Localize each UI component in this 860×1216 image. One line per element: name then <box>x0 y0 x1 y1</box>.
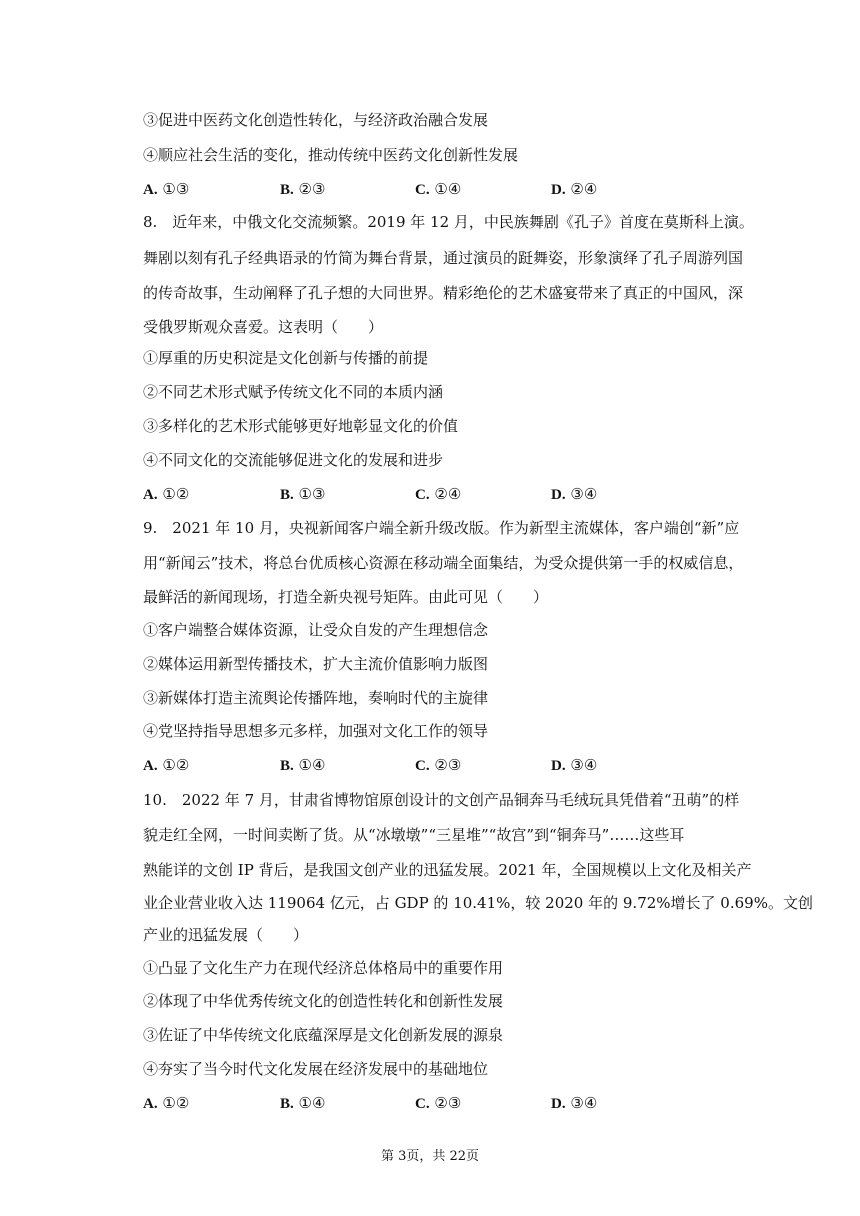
q8-stem-line-4: 受俄罗斯观众喜爱。这表明（ ） <box>143 318 384 336</box>
q7-option-a: A. ①③ <box>143 180 190 198</box>
q10-option-a: A. ①② <box>143 1094 190 1112</box>
q7-option-d: D. ②④ <box>551 180 598 198</box>
q10-option-c: C. ②③ <box>415 1094 462 1112</box>
q9-item-2: ②媒体运用新型传播技术，扩大主流价值影响力版图 <box>143 655 489 673</box>
q10-item-4: ④夯实了当今时代文化发展在经济发展中的基础地位 <box>143 1060 489 1078</box>
page-number-footer: 第 3页，共 22页 <box>380 1149 480 1164</box>
q10-stem-line-4: 业企业营业收入达 119064 亿元，占 GDP 的 10.41%，较 2020 年的 9.72%增长了 0.69%。文创 <box>143 894 813 912</box>
q8-stem-line-3: 的传奇故事，生动阐释了孔子想的大同世界。精彩绝伦的艺术盛宴带来了真正的中国风，深 <box>143 284 744 302</box>
q8-stem-line-1: 8. 近年来，中俄文化交流频繁。2019 年 12 月，中民族舞剧《孔子》首度在莫斯科上演。 <box>143 213 754 231</box>
q7-option-b: B. ②③ <box>280 180 326 198</box>
q9-option-a: A. ①② <box>143 756 190 774</box>
q9-item-3: ③新媒体打造主流舆论传播阵地，奏响时代的主旋律 <box>143 689 489 707</box>
q10-item-3: ③佐证了中华传统文化底蕴深厚是文化创新发展的源泉 <box>143 1026 504 1044</box>
q9-stem-line-1: 9. 2021 年 10 月，央视新闻客户端全新升级改版。作为新型主流媒体，客户端创“新”应 <box>143 519 740 537</box>
q7-item-4: ④顺应社会生活的变化，推动传统中医药文化创新性发展 <box>143 146 519 164</box>
q10-item-1: ①凸显了文化生产力在现代经济总体格局中的重要作用 <box>143 959 504 977</box>
q9-item-4: ④党坚持指导思想多元多样，加强对文化工作的领导 <box>143 722 489 740</box>
q10-options <box>143 1093 750 1113</box>
q10-option-b: B. ①④ <box>280 1094 326 1112</box>
q8-option-a: A. ①② <box>143 485 190 503</box>
q8-item-2: ②不同艺术形式赋予传统文化不同的本质内涵 <box>143 383 444 401</box>
q9-stem-line-2: 用“新闻云”技术，将总台优质核心资源在移动端全面集结，为受众提供第一手的权威信息， <box>143 554 744 572</box>
q9-option-b: B. ①④ <box>280 756 326 774</box>
q7-item-3: ③促进中医药文化创造性转化，与经济政治融合发展 <box>143 111 489 129</box>
q8-item-1: ①厚重的历史积淀是文化创新与传播的前提 <box>143 349 429 367</box>
q10-item-2: ②体现了中华优秀传统文化的创造性转化和创新性发展 <box>143 992 504 1010</box>
q8-stem-line-2: 舞剧以刻有孔子经典语录的竹简为舞台背景，通过演员的跹舞姿，形象演绎了孔子周游列国 <box>143 249 744 267</box>
q8-item-3: ③多样化的艺术形式能够更好地彰显文化的价值 <box>143 417 459 435</box>
q7-options <box>143 179 750 199</box>
q9-options <box>143 755 750 775</box>
q10-stem-line-5: 产业的迅猛发展（ ） <box>143 926 309 944</box>
q7-option-c: C. ①④ <box>415 180 462 198</box>
q9-option-c: C. ②③ <box>415 756 462 774</box>
q10-stem-line-3: 熟能详的文创 IP 背后，是我国文创产业的迅猛发展。2021 年，全国规模以上文化及相关产 <box>143 861 752 879</box>
q9-stem-line-3: 最鲜活的新闻现场，打造全新央视号矩阵。由此可见（ ） <box>143 588 549 606</box>
q8-option-d: D. ③④ <box>551 485 598 503</box>
q10-option-d: D. ③④ <box>551 1094 598 1112</box>
q10-stem-line-2: 貌走红全网，一时间卖断了货。从“冰墩墩”“三星堆”“故宫”到“铜奔马”……这些耳 <box>143 826 685 844</box>
q9-item-1: ①客户端整合媒体资源，让受众自发的产生理想信念 <box>143 621 489 639</box>
q8-option-b: B. ①③ <box>280 485 326 503</box>
q10-stem-line-1: 10. 2022 年 7 月，甘肃省博物馆原创设计的文创产品铜奔马毛绒玩具凭借着“丑萌”的样 <box>143 791 740 809</box>
q8-options <box>143 484 750 504</box>
q8-item-4: ④不同文化的交流能够促进文化的发展和进步 <box>143 451 444 469</box>
q8-option-c: C. ②④ <box>415 485 462 503</box>
q9-option-d: D. ③④ <box>551 756 598 774</box>
